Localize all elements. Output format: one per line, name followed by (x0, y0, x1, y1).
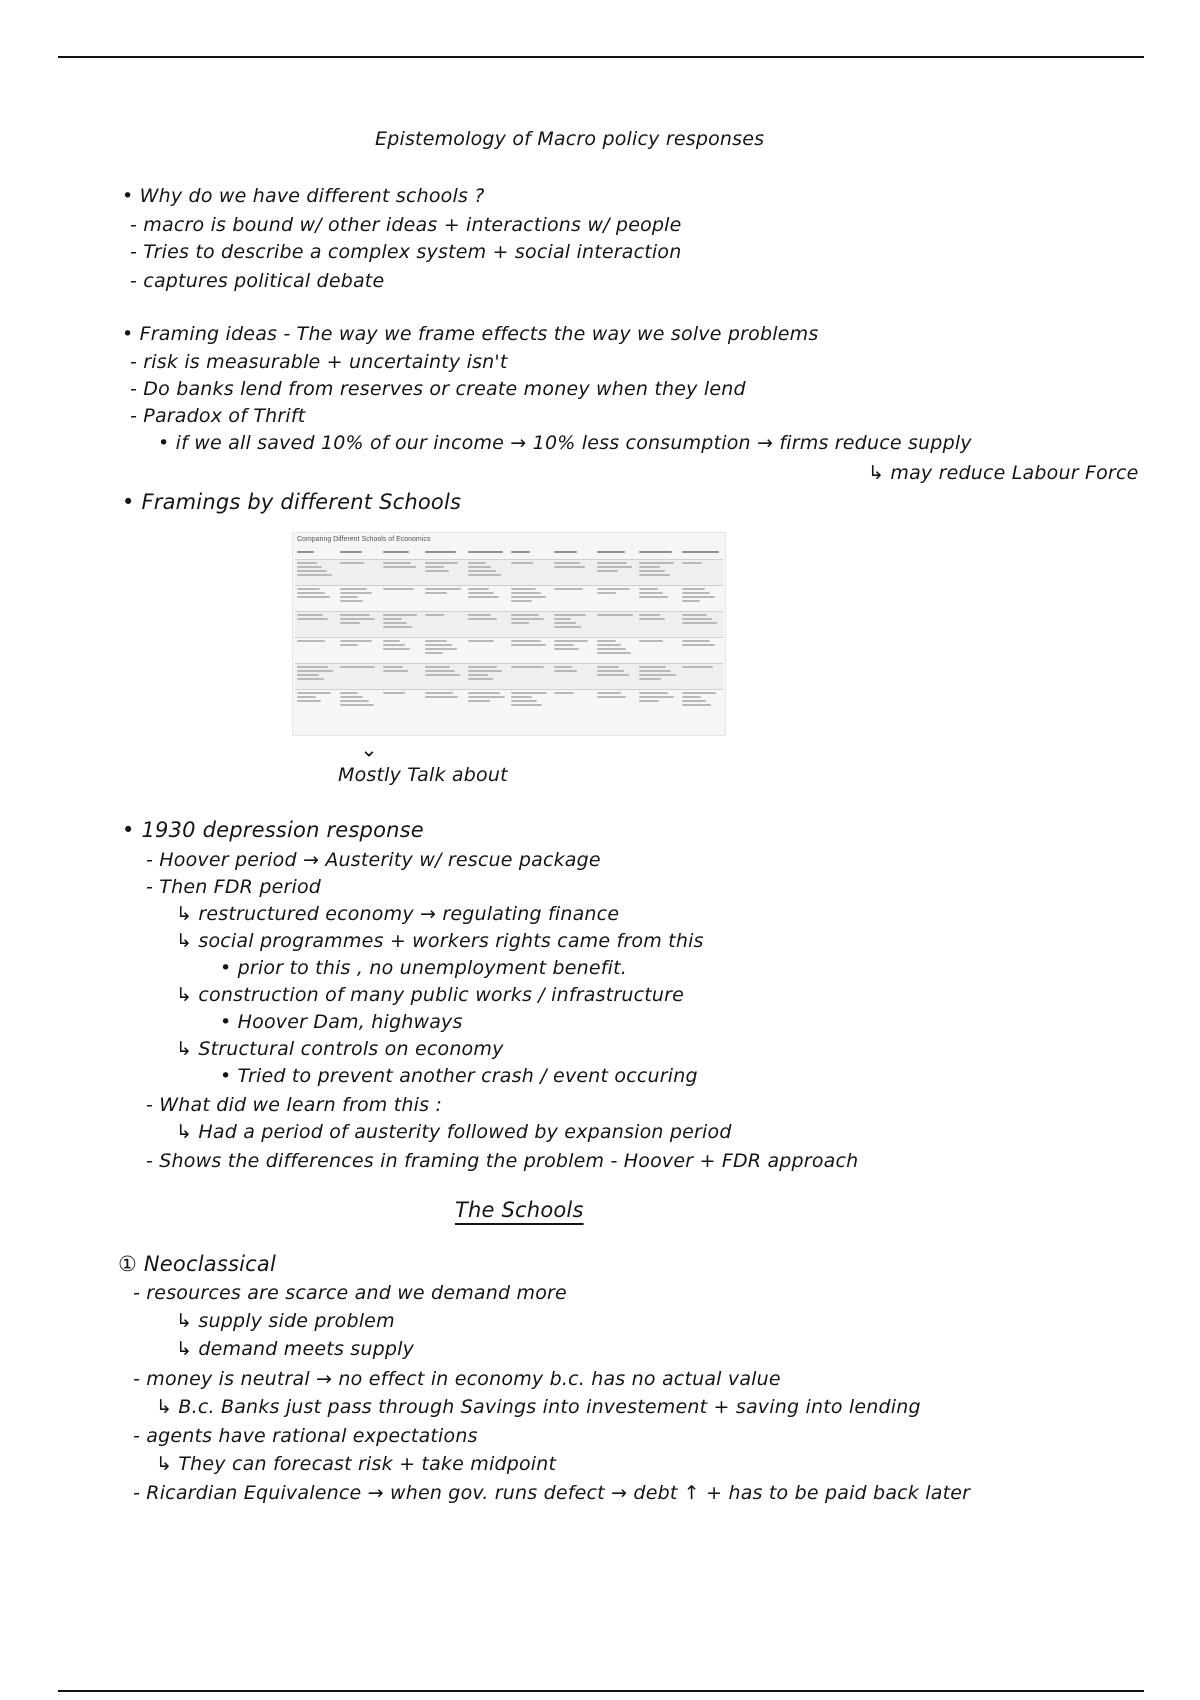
table-cell (509, 549, 552, 559)
section-heading-framing: • Framing ideas - The way we frame effects the way we solve problems (122, 323, 819, 345)
table-cell (595, 560, 638, 585)
table-row (295, 689, 723, 715)
table-cell (637, 612, 680, 637)
table-row (295, 559, 723, 585)
table-cell (637, 638, 680, 663)
table-cell (295, 586, 338, 611)
table-cell (338, 560, 381, 585)
table-cell (423, 549, 466, 559)
table-cell (295, 690, 338, 715)
table-cell (552, 586, 595, 611)
table-cell (423, 612, 466, 637)
table-cell (466, 664, 509, 689)
table-cell (595, 664, 638, 689)
table-cell (466, 549, 509, 559)
point: - macro is bound w/ other ideas + interactions w/ people (130, 214, 682, 236)
table-cell (595, 586, 638, 611)
line: ↳ Had a period of austerity followed by expansion period (176, 1121, 732, 1143)
point: - Do banks lend from reserves or create money when they lend (130, 378, 746, 400)
table-cell (680, 690, 723, 715)
table-cell (552, 560, 595, 585)
table-cell (466, 638, 509, 663)
table-cell (338, 664, 381, 689)
point: ↳ may reduce Labour Force (868, 462, 1139, 484)
line: • Hoover Dam, highways (220, 1011, 463, 1033)
table-cell (295, 612, 338, 637)
table-cell (552, 549, 595, 559)
line: ↳ social programmes + workers rights came from this (176, 930, 704, 952)
table-grid (295, 549, 723, 733)
table-cell (338, 549, 381, 559)
table-cell (381, 690, 424, 715)
line: - Ricardian Equivalence → when gov. runs defect → debt ↑ + has to be paid back later (133, 1482, 971, 1504)
table-cell (423, 560, 466, 585)
table-cell (680, 586, 723, 611)
table-row (295, 585, 723, 611)
table-cell (338, 638, 381, 663)
table-cell (466, 560, 509, 585)
section-heading-schools-why: • Why do we have different schools ? (122, 185, 485, 207)
line: - resources are scarce and we demand more (133, 1282, 567, 1304)
point: - risk is measurable + uncertainty isn't (130, 351, 508, 373)
table-cell (680, 638, 723, 663)
table-cell (338, 586, 381, 611)
line: - Then FDR period (146, 876, 322, 898)
table-cell (595, 612, 638, 637)
line: - Hoover period → Austerity w/ rescue package (146, 849, 601, 871)
table-cell (637, 690, 680, 715)
schools-comparison-table-image (292, 532, 726, 736)
table-cell (595, 690, 638, 715)
table-cell (295, 664, 338, 689)
section-heading-framings: • Framings by different Schools (122, 490, 462, 514)
table-cell (423, 690, 466, 715)
table-cell (509, 560, 552, 585)
table-cell (338, 612, 381, 637)
table-cell (423, 664, 466, 689)
point: - captures political debate (130, 270, 385, 292)
line: ↳ B.c. Banks just pass through Savings into investement + saving into lending (156, 1396, 921, 1418)
point: - Paradox of Thrift (130, 405, 306, 427)
table-header-row (295, 549, 723, 559)
line: - What did we learn from this : (146, 1094, 443, 1116)
line: • Tried to prevent another crash / event occuring (220, 1065, 698, 1087)
section-heading-the-schools: The Schools (455, 1198, 584, 1222)
table-row (295, 637, 723, 663)
line: ↳ restructured economy → regulating finance (176, 903, 620, 925)
table-cell (552, 638, 595, 663)
table-cell (423, 638, 466, 663)
line: ↳ construction of many public works / infrastructure (176, 984, 685, 1006)
table-cell (552, 664, 595, 689)
line: ↳ demand meets supply (176, 1338, 415, 1360)
table-cell (595, 638, 638, 663)
table-cell (595, 549, 638, 559)
table-cell (381, 612, 424, 637)
table-row (295, 663, 723, 689)
table-cell (466, 586, 509, 611)
table-cell (381, 549, 424, 559)
table-cell (423, 586, 466, 611)
line: - agents have rational expectations (133, 1425, 478, 1447)
arrow-icon: ⌃ (360, 736, 378, 760)
table-cell (381, 638, 424, 663)
line: ↳ supply side problem (176, 1310, 395, 1332)
table-cell (509, 664, 552, 689)
table-row (295, 611, 723, 637)
table-cell (680, 560, 723, 585)
line: ↳ They can forecast risk + take midpoint (156, 1453, 557, 1475)
line: - Shows the differences in framing the problem - Hoover + FDR approach (146, 1150, 859, 1172)
page-title: Epistemology of Macro policy responses (375, 128, 765, 150)
table-cell (295, 638, 338, 663)
table-cell (680, 664, 723, 689)
table-cell (552, 612, 595, 637)
table-cell (680, 612, 723, 637)
table-cell (381, 560, 424, 585)
table-cell (295, 549, 338, 559)
table-cell (381, 586, 424, 611)
table-cell (509, 612, 552, 637)
line: ↳ Structural controls on economy (176, 1038, 504, 1060)
table-cell (680, 549, 723, 559)
table-title: Comparing Different Schools of Economics (297, 536, 431, 543)
table-cell (466, 612, 509, 637)
table-cell (552, 690, 595, 715)
subheading-neoclassical: ① Neoclassical (118, 1252, 276, 1276)
table-note: Mostly Talk about (338, 764, 508, 786)
table-cell (295, 560, 338, 585)
table-cell (509, 638, 552, 663)
point: - Tries to describe a complex system + social interaction (130, 241, 682, 263)
top-rule (58, 56, 1144, 58)
table-cell (637, 560, 680, 585)
table-cell (381, 664, 424, 689)
line: - money is neutral → no effect in economy b.c. has no actual value (133, 1368, 781, 1390)
table-cell (509, 690, 552, 715)
table-cell (637, 664, 680, 689)
table-cell (466, 690, 509, 715)
table-cell (509, 586, 552, 611)
table-cell (637, 586, 680, 611)
table-cell (338, 690, 381, 715)
line: • prior to this , no unemployment benefit. (220, 957, 628, 979)
bottom-rule (58, 1690, 1144, 1692)
section-heading-depression: • 1930 depression response (122, 818, 424, 842)
table-cell (637, 549, 680, 559)
point: • if we all saved 10% of our income → 10% less consumption → firms reduce supply (158, 432, 972, 454)
